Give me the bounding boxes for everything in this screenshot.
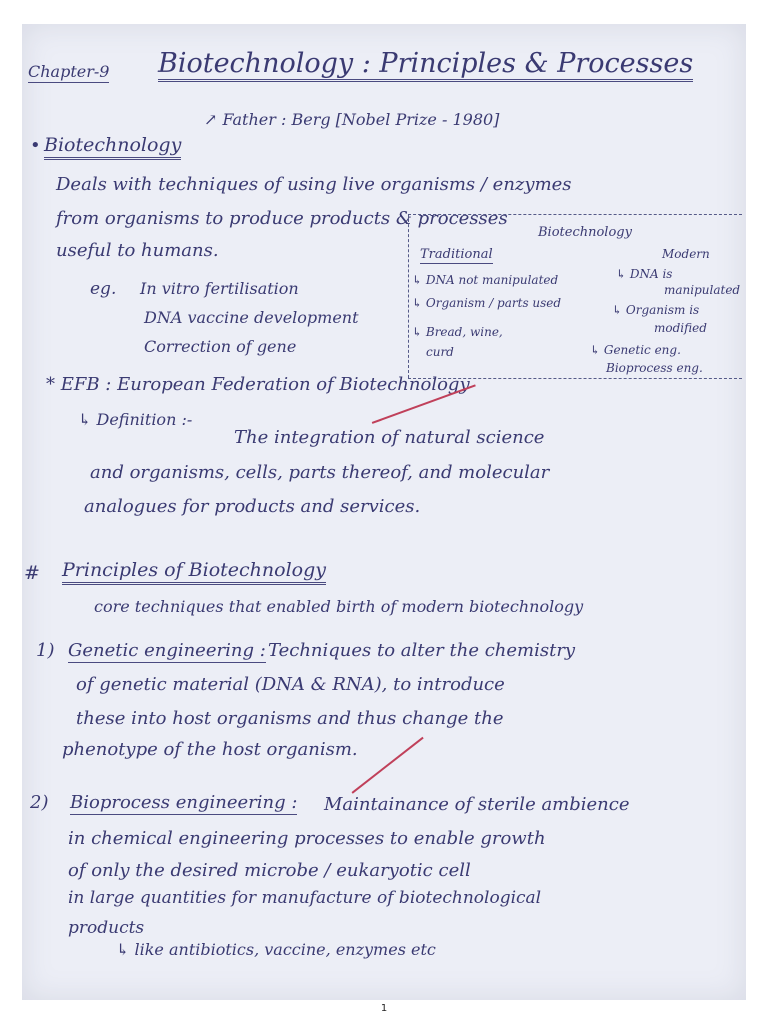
item-2-number: 2) — [30, 792, 49, 813]
modern-title: Modern — [662, 247, 710, 261]
item-1-line-4: phenotype of the host organism. — [62, 739, 358, 760]
biotechnology-term: Biotechnology — [44, 136, 181, 160]
modern-item-2: manipulated — [664, 283, 741, 297]
item-1-number: 1) — [36, 640, 55, 661]
red-check-mark-2 — [352, 737, 424, 794]
notebook-page — [22, 24, 746, 1000]
traditional-title: Traditional — [420, 247, 493, 262]
item-2-line-4: in large quantities for manufacture of biotechnological — [68, 888, 542, 908]
efb-def-line-2: and organisms, cells, parts thereof, and molecular — [90, 462, 550, 483]
comparison-top-border — [408, 214, 742, 215]
bullet: • — [30, 135, 41, 156]
item-2-line-3: of only the desired microbe / eukaryotic cell — [68, 860, 471, 881]
comparison-left-border — [408, 214, 409, 378]
example-1: In vitro fertilisation — [140, 279, 299, 298]
definition-line-1: Deals with techniques of using live organisms / enzymes — [56, 174, 572, 195]
modern-item-5: ↳ Genetic eng. — [590, 343, 681, 357]
item-2-line-2: in chemical engineering processes to enable growth — [68, 828, 546, 849]
item-1-term: Genetic engineering : — [68, 640, 266, 661]
principles-heading: Principles of Biotechnology — [62, 561, 326, 585]
traditional-item-1: ↳ DNA not manipulated — [412, 273, 559, 287]
item-2-line-1: Maintainance of sterile ambience — [324, 794, 630, 815]
definition-line-2: from organisms to produce products & processes — [56, 208, 508, 229]
principles-hash: # — [24, 562, 40, 584]
item-2-term: Bioprocess engineering : — [70, 792, 298, 813]
comparison-heading: Biotechnology — [538, 225, 632, 240]
page-number: 1 — [380, 1003, 388, 1014]
principles-subtitle: core techniques that enabled birth of modern biotechnology — [94, 597, 584, 616]
efb-def-line-3: analogues for products and services. — [84, 496, 421, 517]
efb-definition-label: ↳ Definition :- — [78, 410, 193, 429]
item-1-line-2: of genetic material (DNA & RNA), to introduce — [76, 674, 505, 695]
modern-item-3: ↳ Organism is — [612, 303, 700, 317]
chapter-label: Chapter-9 — [28, 62, 110, 81]
father-note: ↗ Father : Berg [Nobel Prize - 1980] — [204, 110, 500, 129]
item-2-line-6: ↳ like antibiotics, vaccine, enzymes etc — [116, 940, 436, 959]
example-3: Correction of gene — [144, 337, 297, 356]
modern-item-1: ↳ DNA is — [616, 267, 673, 281]
item-2-line-5: products — [68, 918, 145, 938]
item-1-line-3: these into host organisms and thus change the — [76, 708, 504, 729]
modern-item-4: modified — [654, 321, 707, 335]
item-1-line-1: Techniques to alter the chemistry — [268, 640, 576, 661]
traditional-item-2: ↳ Organism / parts used — [412, 296, 562, 310]
modern-item-6: Bioprocess eng. — [606, 361, 703, 375]
traditional-item-4: curd — [426, 345, 454, 359]
efb-line: * EFB : European Federation of Biotechnology — [46, 374, 470, 395]
efb-def-line-1: The integration of natural science — [234, 427, 545, 448]
definition-line-3: useful to humans. — [56, 240, 219, 261]
eg-label: eg. — [90, 279, 117, 299]
page-title: Biotechnology : Principles & Processes — [158, 50, 693, 82]
example-2: DNA vaccine development — [144, 308, 359, 327]
traditional-item-3: ↳ Bread, wine, — [412, 325, 503, 339]
